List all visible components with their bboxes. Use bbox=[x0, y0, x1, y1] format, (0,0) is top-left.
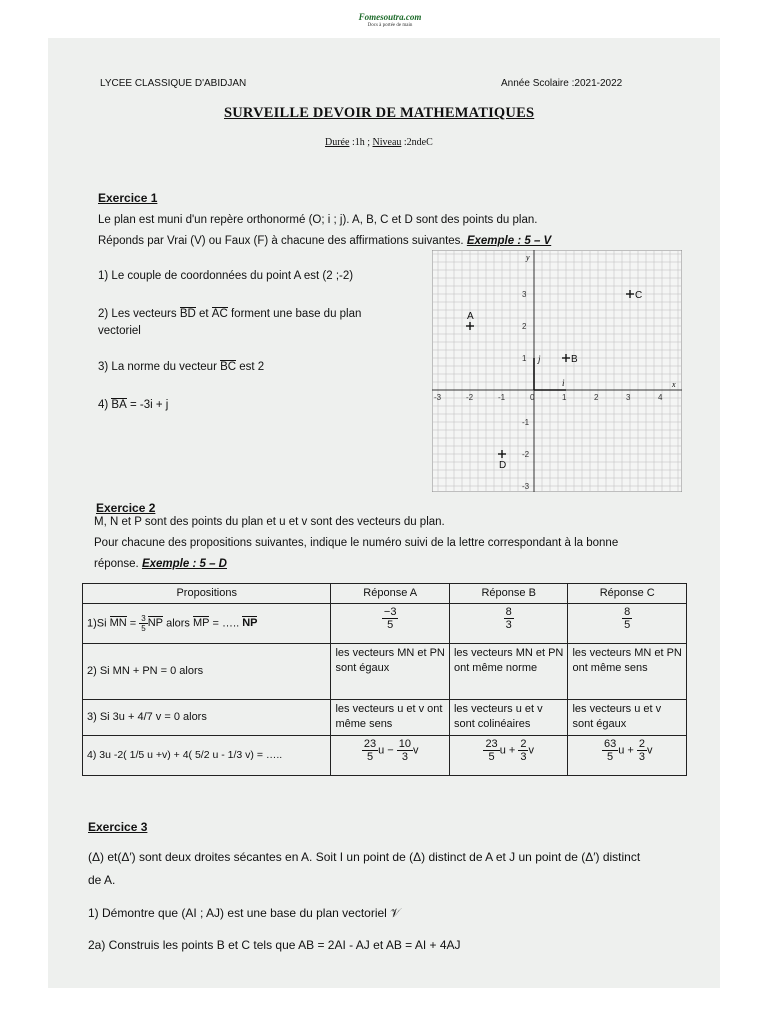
coordinate-grid bbox=[432, 250, 682, 497]
frac-num: 10 bbox=[398, 738, 412, 750]
point-label-a: A bbox=[467, 311, 474, 322]
exercise-2-title: Exercice 2 bbox=[96, 501, 156, 515]
row4-answer-c bbox=[568, 736, 687, 776]
row2-answer-b: les vecteurs MN et PN ont même norme bbox=[449, 644, 568, 700]
frac-den: 5 bbox=[624, 619, 631, 631]
y-tick-label: -3 bbox=[522, 482, 530, 491]
frac-den: 5 bbox=[387, 619, 394, 631]
level-label: Niveau bbox=[372, 137, 402, 148]
frac-num: 8 bbox=[505, 606, 512, 618]
x-tick-label: 3 bbox=[626, 393, 631, 402]
propositions-table bbox=[82, 583, 687, 776]
row3-answer-c: les vecteurs u et v sont égaux bbox=[568, 700, 687, 736]
frac-num: 23 bbox=[485, 738, 498, 750]
q4-prefix: 4) bbox=[98, 399, 112, 411]
ex1-question-1: 1) Le couple de coordonnées du point A est (2 ;-2) bbox=[98, 270, 354, 282]
y-tick-label: 3 bbox=[522, 290, 527, 299]
school-name: LYCEE CLASSIQUE D'ABIDJAN bbox=[100, 78, 247, 89]
fraction-3-5 bbox=[139, 614, 147, 633]
x-tick-label: -1 bbox=[498, 393, 506, 402]
p1-dots: = ….. bbox=[209, 617, 243, 630]
grid-background bbox=[432, 250, 682, 492]
fraction bbox=[397, 738, 413, 763]
ex2-intro-line1: M, N et P sont des points du plan et u et v sont des vecteurs du plan. bbox=[94, 516, 445, 528]
frac-den: 3 bbox=[638, 751, 645, 763]
x-axis-label: x bbox=[672, 380, 676, 389]
ex3-intro-line2: de A. bbox=[88, 873, 116, 887]
q3-suffix: est 2 bbox=[236, 361, 265, 373]
frac-den: 3 bbox=[505, 619, 512, 631]
header-reponse-a: Réponse A bbox=[331, 584, 450, 604]
row2-answer-c: les vecteurs MN et PN ont même sens bbox=[568, 644, 687, 700]
row1-answer-a bbox=[331, 604, 450, 644]
frac-num: −3 bbox=[383, 606, 397, 618]
vector-bd: BD bbox=[179, 308, 196, 320]
x-tick-label: 2 bbox=[594, 393, 599, 402]
ex2-example: Exemple : 5 – D bbox=[141, 558, 227, 570]
table-header-row bbox=[83, 584, 687, 604]
ex1-question-4 bbox=[98, 398, 168, 411]
answer-mid: u + bbox=[618, 744, 637, 757]
proposition-1 bbox=[83, 604, 331, 644]
vector-ba: BA bbox=[111, 399, 127, 411]
x-tick-label: -3 bbox=[434, 393, 442, 402]
frac-num: 2 bbox=[638, 738, 645, 750]
x-tick-label: -2 bbox=[466, 393, 474, 402]
duration-level bbox=[325, 137, 433, 148]
ex1-question-2-cont: vectoriel bbox=[98, 325, 141, 337]
y-tick-label: 1 bbox=[522, 354, 527, 363]
answer-end: v bbox=[413, 744, 419, 757]
vector-mp: MP bbox=[192, 617, 210, 630]
header-reponse-b: Réponse B bbox=[449, 584, 568, 604]
row3-answer-a: les vecteurs u et v ont même sens bbox=[331, 700, 450, 736]
vector-np: NP bbox=[147, 617, 164, 630]
header-propositions: Propositions bbox=[83, 584, 331, 604]
q2-suffix: forment une base du plan bbox=[227, 308, 362, 320]
x-tick-label: 4 bbox=[658, 393, 663, 402]
duration-label: Durée bbox=[325, 137, 350, 148]
exercise-3-title: Exercice 3 bbox=[88, 820, 148, 834]
table-row bbox=[83, 736, 687, 776]
frac-den: 3 bbox=[520, 751, 527, 763]
ex1-intro-line2 bbox=[98, 235, 551, 247]
vector-mn: MN bbox=[109, 617, 127, 630]
ex2-reponse-label: réponse. bbox=[94, 558, 142, 570]
exam-sheet bbox=[48, 38, 720, 988]
q2-mid: et bbox=[195, 308, 212, 320]
fraction bbox=[622, 606, 632, 631]
p1-frac-den: 5 bbox=[141, 624, 146, 633]
fraction bbox=[504, 606, 514, 631]
point-label-b: B bbox=[571, 354, 578, 365]
row1-answer-b bbox=[449, 604, 568, 644]
duration-value: :1h ; bbox=[349, 137, 373, 148]
point-label-d: D bbox=[499, 460, 507, 471]
ex3-question-1: 1) Démontre que (AI ; AJ) est une base du plan vectoriel 𝒱 bbox=[88, 906, 401, 920]
answer-mid: u + bbox=[499, 744, 519, 757]
frac-num: 8 bbox=[624, 606, 631, 618]
ex1-intro-line1: Le plan est muni d'un repère orthonormé (O; i ; j). A, B, C et D sont des points du plan. bbox=[98, 214, 538, 226]
ex3-intro-line1: (Δ) et(Δ′) sont deux droites sécantes en A. Soit I un point de (Δ) distinct de A et J un point de (Δ′) distinct bbox=[88, 850, 641, 864]
q3-prefix: 3) La norme du vecteur bbox=[98, 361, 221, 373]
level-value: :2ndeC bbox=[401, 137, 433, 148]
x-tick-label: 1 bbox=[562, 393, 567, 402]
ex1-instruction: Réponds par Vrai (V) ou Faux (F) à chacune des affirmations suivantes. bbox=[98, 235, 467, 247]
unit-i-label: i bbox=[562, 378, 565, 388]
table-row bbox=[83, 700, 687, 736]
frac-den: 5 bbox=[607, 751, 614, 763]
frac-num: 63 bbox=[603, 738, 617, 750]
y-tick-label: 2 bbox=[522, 322, 527, 331]
school-year: Année Scolaire :2021-2022 bbox=[501, 78, 623, 89]
answer-end: v bbox=[528, 744, 534, 757]
p1-equals: = bbox=[126, 617, 140, 630]
site-logo bbox=[345, 12, 435, 34]
vector-bc: BC bbox=[220, 361, 237, 373]
fraction bbox=[362, 738, 378, 763]
ex2-intro-line3 bbox=[94, 558, 227, 570]
frac-den: 5 bbox=[488, 751, 495, 763]
frac-den: 5 bbox=[366, 751, 374, 763]
logo-brand: Fomesoutra.com bbox=[358, 12, 422, 22]
fraction bbox=[382, 606, 399, 631]
y-tick-label: -2 bbox=[522, 450, 530, 459]
p1-alors: alors bbox=[163, 617, 193, 630]
page-title: SURVEILLE DEVOIR DE MATHEMATIQUES bbox=[224, 105, 535, 121]
header-reponse-c: Réponse C bbox=[568, 584, 687, 604]
fraction bbox=[602, 738, 618, 763]
fraction bbox=[483, 738, 499, 763]
frac-num: 2 bbox=[520, 738, 527, 750]
row1-answer-c bbox=[568, 604, 687, 644]
table-row bbox=[83, 644, 687, 700]
unit-j-label: j bbox=[538, 354, 541, 364]
row4-answer-a bbox=[331, 736, 450, 776]
q4-suffix: = -3i + j bbox=[126, 399, 169, 411]
exercise-1-title: Exercice 1 bbox=[98, 191, 158, 205]
y-tick-label: -1 bbox=[522, 418, 530, 427]
p1-prefix: 1)Si bbox=[87, 617, 110, 630]
y-axis-label: y bbox=[526, 253, 530, 262]
fraction bbox=[518, 738, 528, 763]
x-tick-label: 0 bbox=[530, 393, 535, 402]
ex1-example: Exemple : 5 – V bbox=[466, 235, 552, 247]
row3-answer-b: les vecteurs u et v sont colinéaires bbox=[449, 700, 568, 736]
ex2-intro-line2: Pour chacune des propositions suivantes, indique le numéro suivi de la lettre correspondant à la bonne bbox=[94, 537, 619, 549]
p1-frac-num: 3 bbox=[141, 614, 146, 623]
row2-answer-a: les vecteurs MN et PN sont égaux bbox=[331, 644, 450, 700]
fraction bbox=[637, 738, 647, 763]
proposition-3: 3) Si 3u + 4/7 v = 0 alors bbox=[83, 700, 331, 736]
vector-np-answer: NP bbox=[242, 617, 258, 630]
coordinate-grid-svg bbox=[432, 250, 682, 492]
q2-prefix: 2) Les vecteurs bbox=[98, 308, 180, 320]
table-row bbox=[83, 604, 687, 644]
vector-ac: AC bbox=[211, 308, 228, 320]
proposition-4: 4) 3u -2( 1/5 u +v) + 4( 5/2 u - 1/3 v) = ….. bbox=[83, 736, 331, 776]
ex3-question-2a: 2a) Construis les points B et C tels que AB = 2AI - AJ et AB = AI + 4AJ bbox=[88, 938, 461, 952]
point-label-c: C bbox=[635, 290, 643, 301]
ex1-question-3 bbox=[98, 360, 264, 373]
ex1-question-2 bbox=[98, 307, 361, 320]
answer-end: v bbox=[646, 744, 653, 757]
frac-den: 3 bbox=[401, 751, 408, 763]
proposition-2: 2) Si MN + PN = 0 alors bbox=[83, 644, 331, 700]
frac-num: 23 bbox=[363, 738, 377, 750]
row4-answer-b bbox=[449, 736, 568, 776]
answer-mid: u − bbox=[378, 744, 397, 757]
logo-tagline: Docs à portée de main bbox=[367, 23, 413, 28]
